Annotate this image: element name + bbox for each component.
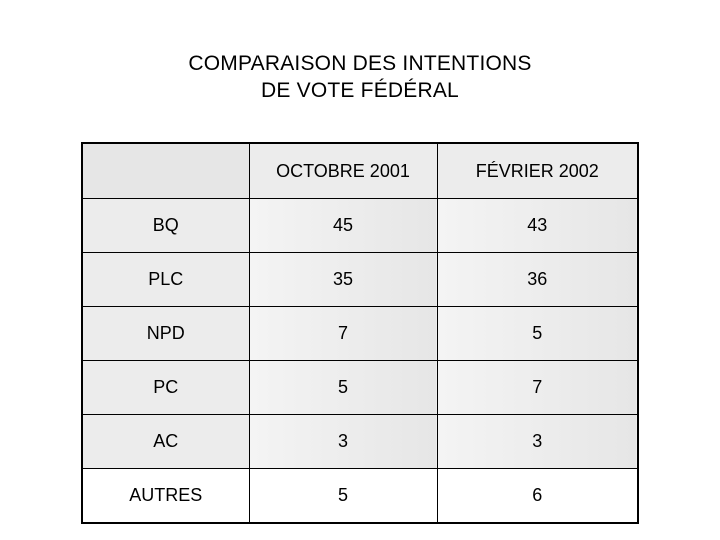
party-label: AUTRES: [82, 469, 249, 523]
table-row: [82, 415, 638, 469]
value-february-2002: 7: [437, 361, 638, 415]
title-line-1: COMPARAISON DES INTENTIONS: [188, 52, 532, 75]
party-label: PLC: [82, 253, 249, 307]
header-february-2002: FÉVRIER 2002: [437, 143, 638, 199]
value-october-2001: 5: [249, 361, 437, 415]
table-header-row: [82, 143, 638, 199]
party-label: NPD: [82, 307, 249, 361]
value-february-2002: 3: [437, 415, 638, 469]
header-corner-cell: [82, 143, 249, 199]
value-october-2001: 5: [249, 469, 437, 523]
value-october-2001: 45: [249, 199, 437, 253]
value-february-2002: 6: [437, 469, 638, 523]
table-row: [82, 253, 638, 307]
value-february-2002: 43: [437, 199, 638, 253]
table-body: [82, 199, 638, 523]
value-february-2002: 5: [437, 307, 638, 361]
value-october-2001: 35: [249, 253, 437, 307]
header-october-2001: OCTOBRE 2001: [249, 143, 437, 199]
table-row: [82, 307, 638, 361]
party-label: BQ: [82, 199, 249, 253]
party-label: AC: [82, 415, 249, 469]
party-label: PC: [82, 361, 249, 415]
value-february-2002: 36: [437, 253, 638, 307]
title-line-2: DE VOTE FÉDÉRAL: [261, 79, 459, 102]
table-row: [82, 199, 638, 253]
value-october-2001: 3: [249, 415, 437, 469]
vote-intention-table: [81, 142, 639, 524]
value-october-2001: 7: [249, 307, 437, 361]
table-row: [82, 361, 638, 415]
table-row: [82, 469, 638, 523]
chart-title: [0, 50, 720, 104]
